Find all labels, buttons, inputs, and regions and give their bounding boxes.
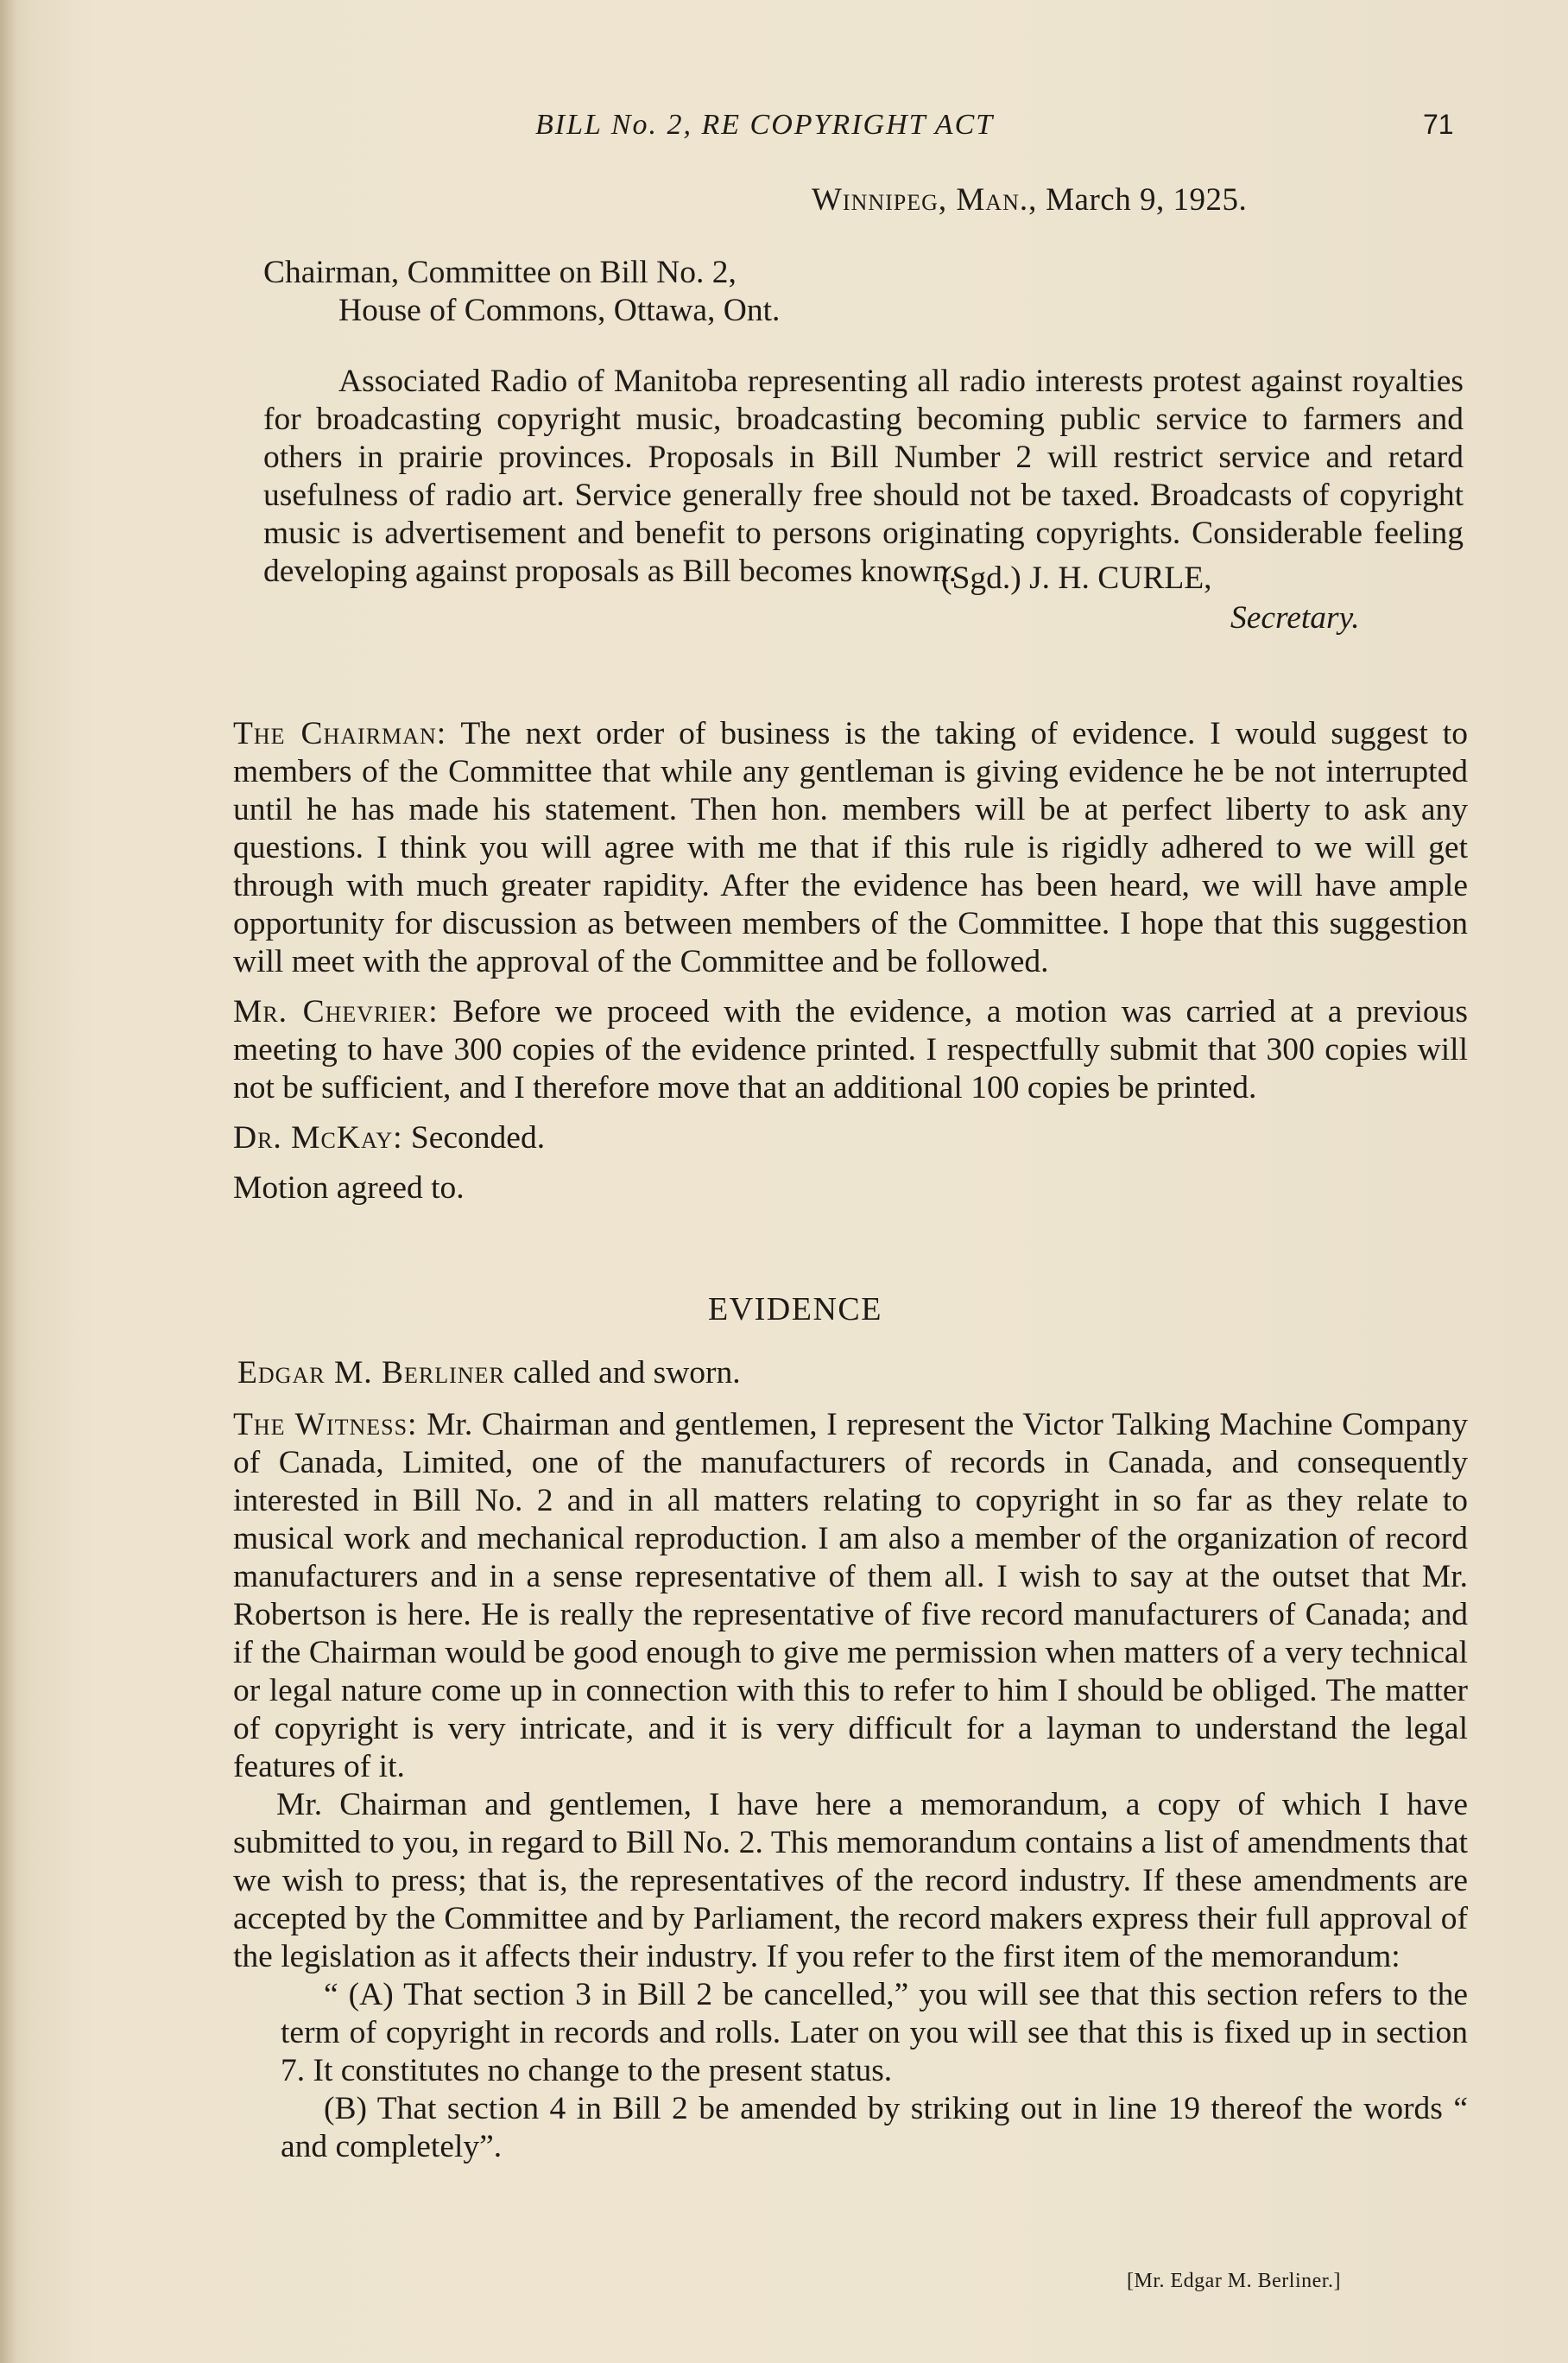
telegram-message: Associated Radio of Manitoba representing all radio interests protest against royalties for broadcasting copyright music, broadcasting becoming public service to farmers and others in prairie provinces. Proposals in Bill Number 2 will restrict service and retard usefulness of radio art. Service generally free should not be taxed. Broadcasts of copyright music is advertisement and benefit to persons originating copyrights. Considerable feeling developing against proposals as Bill becomes known.	[263, 363, 1464, 589]
witness-called-line	[237, 1354, 741, 1391]
mckay-remark-text: Seconded.	[402, 1120, 546, 1156]
telegram-signatory-title: Secretary.	[1230, 600, 1360, 636]
testimony-paragraph-1-text: Mr. Chairman and gentlemen, I represent the Victor Talking Machine Company of Canada, Limited, one of the manufacturers of records in Canada, and consequently interested in Bill No. 2 and in all matters relating to copyright in so far as they relate to musical work and mechanical reproduction. I am also a member of the organization of record manufacturers and in a sense representative of them all. I wish to say at the outset that Mr. Robertson is here. He is really the representative of five record manufacturers of Canada; and if the Chairman would be good enough to give me permission when matters of a very technical or legal nature come up in connection with this to refer to him I should be obliged. The matter of copyright is very intricate, and it is very difficult for a layman to understand the legal features of it.	[233, 1407, 1468, 1784]
telegram-signature: (Sgd.) J. H. CURLE,	[941, 561, 1212, 596]
mckay-remark	[233, 1119, 1468, 1157]
chevrier-remark	[233, 993, 1468, 1107]
speaker-mckay: Dr. McKay:	[233, 1120, 403, 1156]
telegram-dateline	[812, 181, 1247, 219]
page-spine-shadow	[0, 0, 16, 2363]
dateline-place: Winnipeg, Man.,	[812, 182, 1038, 218]
telegram-address-line-1: Chairman, Committee on Bill No. 2,	[263, 255, 737, 290]
motion-outcome	[233, 1169, 1468, 1207]
memorandum-item-b: (B) That section 4 in Bill 2 be amended by striking out in line 19 thereof the words “ and completely”.	[281, 2091, 1468, 2164]
speaker-chevrier: Mr. Chevrier:	[233, 994, 439, 1029]
witness-name: Edgar M. Berliner	[237, 1355, 505, 1391]
witness-testimony	[233, 1406, 1468, 2166]
page-number: 71	[1423, 109, 1454, 140]
footer-speaker-note: [Mr. Edgar M. Berliner.]	[1127, 2270, 1341, 2292]
telegram-address-line-2: House of Commons, Ottawa, Ont.	[338, 293, 781, 328]
speaker-chairman: The Chairman:	[233, 716, 447, 751]
chairman-remark	[233, 715, 1468, 981]
chairman-remark-text: The next order of business is the taking of evidence. I would suggest to members of the Committee that while any gentleman is giving evidence he be not interrupted until he has made his statement. Then hon. members will be at perfect liberty to ask any questions. I think you will agree with me that if this rule is rigidly adhered to we will get through with much greater rapidity. After the evidence has been heard, we will have ample opportunity for discussion as between members of the Committee. I hope that this suggestion will meet with the approval of the Committee and be followed.	[233, 716, 1468, 979]
speaker-witness: The Witness:	[233, 1407, 418, 1442]
running-head: BILL No. 2, RE COPYRIGHT ACT	[535, 109, 995, 141]
page-header	[0, 109, 1568, 154]
motion-outcome-text: Motion agreed to.	[233, 1170, 465, 1206]
testimony-paragraph-1	[233, 1406, 1468, 1786]
testimony-paragraph-2: Mr. Chairman and gentlemen, I have here a memorandum, a copy of which I have submitted to you, in regard to Bill No. 2. This memorandum contains a list of amendments that we wish to press; that is, the representatives of the record industry. If these amendments are accepted by the Committee and by Parliament, the record makers express their full approval of the legislation as it affects their industry. If you refer to the first item of the memorandum:	[233, 1787, 1468, 1974]
witness-status: called and sworn.	[504, 1355, 741, 1391]
evidence-heading: EVIDENCE	[708, 1291, 882, 1327]
dateline-date: March 9, 1925.	[1046, 182, 1248, 218]
proceedings-section	[233, 715, 1468, 1207]
chevrier-remark-text: Before we proceed with the evidence, a motion was carried at a previous meeting to have 300 copies of the evidence printed. I respectfully submit that 300 copies will not be sufficient, and I therefore move that an additional 100 copies be printed.	[233, 994, 1468, 1105]
memorandum-item-a: “ (A) That section 3 in Bill 2 be cancelled,” you will see that this section refers to the term of copyright in records and rolls. Later on you will see that this is fixed up in section 7. It constitutes no change to the present status.	[281, 1977, 1468, 2088]
